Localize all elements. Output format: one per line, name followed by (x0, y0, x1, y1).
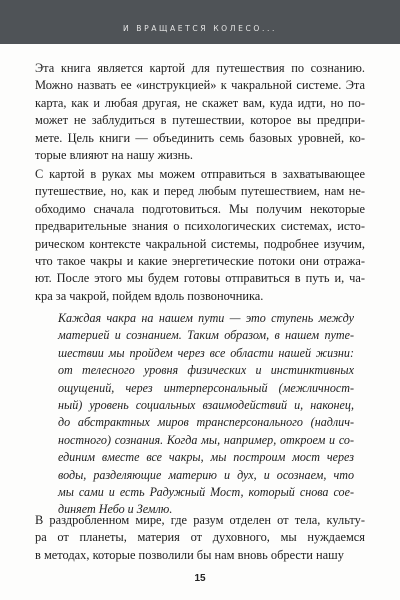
quote-line: единим вместе все чакры, мы построим мост через (58, 450, 354, 465)
italic-quote (58, 310, 354, 519)
text-line: ра от планеты, материя от духовного, мы нуждаемся (35, 530, 365, 545)
paragraph-3 (35, 512, 365, 564)
text-line: С картой в руках мы можем отправиться в захватывающее (35, 167, 365, 181)
text-line: карта, как и любая другая, не скажет вам, куда идти, но по- (35, 95, 365, 110)
quote-line: мы сами и есть Радужный Мост, который снова сое- (58, 484, 354, 499)
running-title: И ВРАЩАЕТСЯ КОЛЕСО... (122, 24, 277, 33)
text-line: обходимо сначала подготовиться. Мы получим некоторые (35, 201, 365, 216)
quote-line: ный) уровень социальных взаимодействий и, наконец, (58, 397, 354, 412)
text-line: Можно назвать ее «инструкцией» к чакральной системе. Эта (35, 78, 365, 93)
quote-line: до абстрактных миров трансперсонального (надлич- (58, 415, 354, 430)
quote-line: Каждая чакра на нашем пути — это ступень между (58, 311, 354, 325)
paragraph-2 (35, 166, 365, 305)
text-line: может не заблудиться в путешествии, которое вы предпри- (35, 113, 365, 128)
quote-line: диняет Небо и Землю. (58, 502, 173, 517)
quote-line: шествии мы пройдем через все области нашей жизни: (58, 345, 354, 360)
quote-line: воды, разделяющие материю и дух, и осознаем, что (58, 467, 354, 482)
text-line: ют. После этого мы будем готовы отправиться в путь и, ча- (35, 271, 365, 286)
header-band (0, 0, 400, 44)
quote-line: ощущений, через интерперсональный (межличност- (58, 380, 354, 395)
quote-line: от телесного уровня физических и инстинктивных (58, 363, 354, 378)
quote-line: материей и сознанием. Таким образом, в нашем путе- (58, 328, 354, 343)
paragraph-1 (35, 60, 365, 164)
text-line: в методах, которые позволили бы нам вновь обрести нашу (35, 547, 344, 562)
text-line: предварительные знания о психологических системах, исто- (35, 219, 365, 234)
text-line: кра за чакрой, пойдем вдоль позвоночника. (35, 288, 264, 303)
text-line: рическом контексте чакральной системы, подробнее изучим, (35, 236, 365, 251)
text-line: торые влияют на нашу жизнь. (35, 147, 194, 162)
text-line: Эта книга является картой для путешествия по сознанию. (35, 61, 365, 75)
text-line: путешествие, но, как и перед любым путешествием, нам не- (35, 184, 365, 199)
quote-line: ностного) сознания. Когда мы, например, откроем и со- (58, 432, 354, 447)
text-line: В раздробленном мире, где разум отделен от тела, культу- (35, 513, 365, 527)
page-number: 15 (194, 573, 206, 584)
text-line: мете. Цель книги — объединить семь базовых уровней, ко- (35, 130, 365, 145)
text-line: что такое чакры и какие энергетические потоки они отража- (35, 253, 365, 268)
